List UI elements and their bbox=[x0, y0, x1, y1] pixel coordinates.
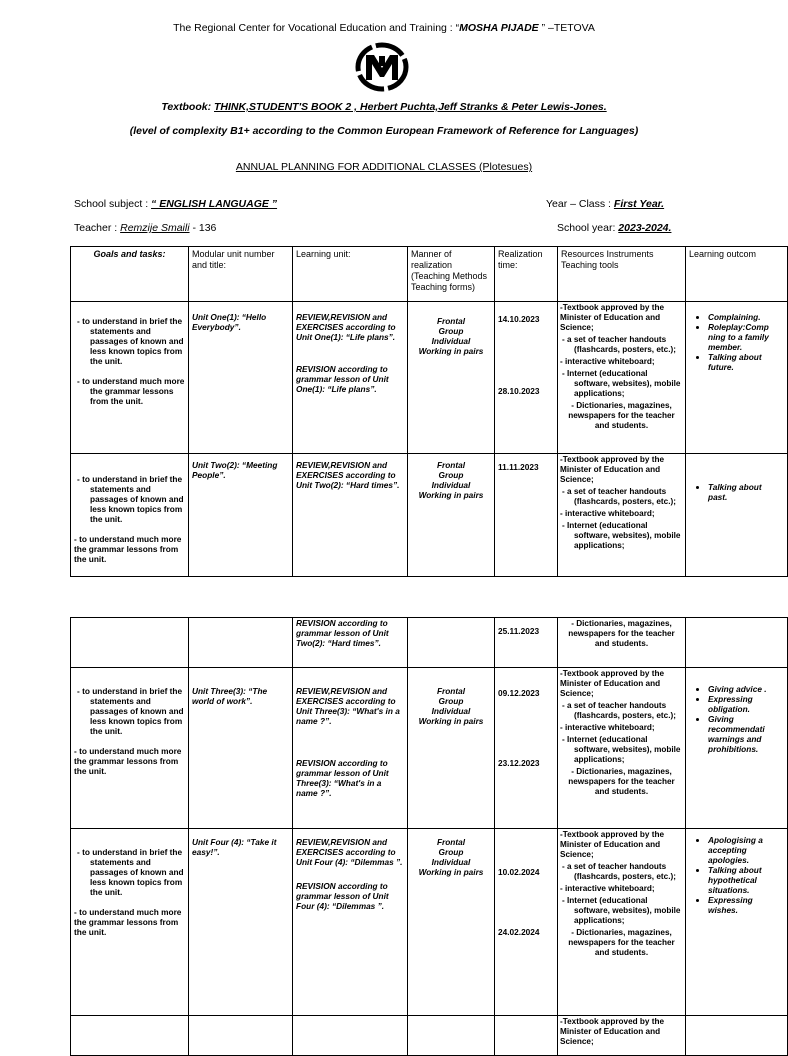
resource-item: - Internet (educational software, websites), mobile applications; bbox=[562, 369, 681, 398]
textbook-line bbox=[0, 101, 768, 113]
modular-cell: Unit One(1): “Hello Everybody”. bbox=[189, 302, 293, 454]
header-modular: Modular unit number and title: bbox=[189, 247, 293, 302]
manner-cell bbox=[408, 618, 495, 668]
manner-item: Individual bbox=[431, 857, 471, 867]
outcomes-cell bbox=[686, 829, 788, 1016]
modular-cell: Unit Four (4): “Take it easy!”. bbox=[189, 829, 293, 1016]
learning-unit-entry: REVIEW,REVISION and EXERCISES according to Unit Three(3): “What's in a name ?”. bbox=[296, 686, 400, 726]
institution-line bbox=[0, 22, 768, 34]
resource-item: - Internet (educational software, websites), mobile applications; bbox=[562, 735, 681, 764]
textbook-label: Textbook: bbox=[161, 101, 215, 113]
header-resources: Resources Instruments Teaching tools bbox=[558, 247, 686, 302]
year-class bbox=[546, 198, 664, 210]
institution-prefix: The Regional Center for Vocational Education and Training : “ bbox=[173, 22, 460, 34]
goal-item: - to understand much more the grammar lessons from the unit. bbox=[74, 907, 182, 937]
manner-item: Frontal bbox=[436, 460, 466, 470]
realization-date: 23.12.2023 bbox=[498, 758, 540, 768]
goals-cell bbox=[71, 302, 189, 454]
manner-item: Frontal bbox=[436, 837, 466, 847]
textbook-value: THINK,STUDENT'S BOOK 2 , Herbert Puchta,Jeff Stranks & Peter Lewis-Jones. bbox=[214, 101, 607, 113]
table-row bbox=[71, 302, 788, 454]
goal-item: - to understand much more the grammar lessons from the unit. bbox=[77, 376, 185, 406]
manner-item: Individual bbox=[431, 336, 471, 346]
goal-item: - to understand in brief the statements and passages of known and less known topics from the unit. bbox=[77, 847, 184, 897]
teacher-label: Teacher : bbox=[74, 222, 121, 234]
outcome-item: • Giving advice . bbox=[708, 684, 778, 694]
table-row bbox=[71, 668, 788, 829]
school-year bbox=[557, 222, 671, 234]
learning-unit-entry: REVIEW,REVISION and EXERCISES according to Unit One(1): “Life plans”. bbox=[296, 312, 396, 342]
goal-item: - to understand much more the grammar lessons from the unit. bbox=[74, 746, 182, 776]
resource-item: -Textbook approved by the Minister of Education and Science; bbox=[560, 830, 665, 859]
goal-item: - to understand in brief the statements and passages of known and less known topics from the unit. bbox=[77, 316, 184, 366]
learning-unit-cell bbox=[293, 1016, 408, 1056]
outcomes-cell bbox=[686, 302, 788, 454]
manner-item: Individual bbox=[431, 480, 471, 490]
resources-cell: -Textbook approved by the Minister of Education and Science; bbox=[558, 1016, 686, 1056]
subject-label: School subject : bbox=[74, 198, 152, 210]
outcome-item: • Roleplay:Comp ning to a family member. bbox=[708, 322, 778, 352]
modular-cell: Unit Two(2): “Meeting People”. bbox=[189, 454, 293, 577]
resource-item: - Dictionaries, magazines, newspapers for the teacher and students. bbox=[568, 928, 675, 957]
manner-cell bbox=[408, 829, 495, 1016]
resource-item: - interactive whiteboard; bbox=[560, 723, 655, 732]
manner-item: Working in pairs bbox=[418, 346, 484, 356]
realization-date: 14.10.2023 bbox=[498, 314, 540, 324]
header-outcomes: Learning outcom bbox=[686, 247, 788, 302]
header-goals: Goals and tasks: bbox=[71, 247, 189, 302]
modular-cell bbox=[189, 1016, 293, 1056]
outcome-item: • Talking about past. bbox=[708, 482, 778, 502]
goals-cell bbox=[71, 829, 189, 1016]
outcomes-cell bbox=[686, 454, 788, 577]
manner-item: Group bbox=[438, 847, 464, 857]
realization-date: 28.10.2023 bbox=[498, 386, 540, 396]
subject-value: “ ENGLISH LANGUAGE ” bbox=[151, 198, 278, 210]
manner-item: Individual bbox=[431, 706, 471, 716]
resource-item: - a set of teacher handouts (flashcards, posters, etc.); bbox=[562, 701, 676, 720]
outcome-item: • Apologising a accepting apologies. bbox=[708, 835, 778, 865]
time-cell: 11.11.2023 bbox=[495, 454, 558, 577]
header-time: Realization time: bbox=[495, 247, 558, 302]
realization-date: 24.02.2024 bbox=[498, 927, 540, 937]
manner-cell bbox=[408, 454, 495, 577]
resource-item: - a set of teacher handouts (flashcards, posters, etc.); bbox=[562, 335, 676, 354]
table-header-row bbox=[71, 247, 788, 302]
outcome-item: • Expressing obligation. bbox=[708, 694, 778, 714]
goals-cell bbox=[71, 668, 189, 829]
resource-item: - a set of teacher handouts (flashcards, posters, etc.); bbox=[562, 862, 676, 881]
time-cell bbox=[495, 829, 558, 1016]
header-manner: Manner of realization (Teaching Methods Teaching forms) bbox=[408, 247, 495, 302]
resource-item: - interactive whiteboard; bbox=[560, 509, 655, 518]
year-class-value: First Year. bbox=[613, 198, 665, 210]
resource-item: -Textbook approved by the Minister of Education and Science; bbox=[560, 455, 665, 484]
goals-cell bbox=[71, 1016, 189, 1056]
school-logo-icon bbox=[352, 42, 412, 92]
planning-table-part-2 bbox=[70, 617, 788, 1056]
resource-item: - Dictionaries, magazines, newspapers for the teacher and students. bbox=[568, 767, 675, 796]
time-cell bbox=[495, 1016, 558, 1056]
level-line: (level of complexity B1+ according to the Common European Framework of Reference for Languages) bbox=[129, 125, 639, 137]
manner-item: Group bbox=[438, 470, 464, 480]
resource-item: - Internet (educational software, websites), mobile applications; bbox=[562, 896, 681, 925]
manner-item: Frontal bbox=[436, 686, 466, 696]
manner-cell bbox=[408, 302, 495, 454]
outcomes-cell bbox=[686, 618, 788, 668]
time-cell bbox=[495, 668, 558, 829]
realization-date: 10.02.2024 bbox=[498, 867, 540, 877]
manner-cell bbox=[408, 668, 495, 829]
goal-item: - to understand in brief the statements and passages of known and less known topics from the unit. bbox=[77, 474, 184, 524]
manner-item: Frontal bbox=[436, 316, 466, 326]
resource-item: - a set of teacher handouts (flashcards, posters, etc.); bbox=[562, 487, 676, 506]
resource-item: - Internet (educational software, websites), mobile applications; bbox=[562, 521, 681, 550]
manner-item: Working in pairs bbox=[418, 867, 484, 877]
modular-cell: Unit Three(3): “The world of work”. bbox=[189, 668, 293, 829]
outcome-item: • Giving recommendati warnings and prohibitions. bbox=[708, 714, 778, 754]
outcome-item: • Talking about hypothetical situations. bbox=[708, 865, 778, 895]
resources-cell bbox=[558, 829, 686, 1016]
institution-name: MOSHA PIJADE bbox=[459, 22, 539, 34]
goal-item: - to understand much more the grammar lessons from the unit. bbox=[74, 534, 182, 564]
learning-unit-entry: REVISION according to grammar lesson of Unit Three(3): “What's in a name ?”. bbox=[296, 758, 389, 798]
outcome-item: • Expressing wishes. bbox=[708, 895, 778, 915]
learning-unit-cell: REVIEW,REVISION and EXERCISES according to Unit Two(2): “Hard times”. bbox=[293, 454, 408, 577]
table-row bbox=[71, 454, 788, 577]
resources-cell bbox=[558, 302, 686, 454]
resource-item: -Textbook approved by the Minister of Education and Science; bbox=[560, 669, 665, 698]
goals-cell bbox=[71, 454, 189, 577]
resources-cell bbox=[558, 668, 686, 829]
resource-item: - Dictionaries, magazines, newspapers for the teacher and students. bbox=[568, 401, 675, 430]
time-cell: 25.11.2023 bbox=[495, 618, 558, 668]
teacher-extra: - 136 bbox=[189, 222, 217, 234]
manner-item: Working in pairs bbox=[418, 716, 484, 726]
table-row bbox=[71, 618, 788, 668]
teacher bbox=[74, 222, 216, 234]
table-row bbox=[71, 1016, 788, 1056]
learning-unit-entry: REVISION according to grammar lesson of Unit One(1): “Life plans”. bbox=[296, 364, 389, 394]
school-subject bbox=[74, 198, 277, 210]
manner-item: Working in pairs bbox=[418, 490, 484, 500]
goals-cell bbox=[71, 618, 189, 668]
learning-unit-cell bbox=[293, 829, 408, 1016]
outcome-item: • Talking about future. bbox=[708, 352, 778, 372]
plan-title: ANNUAL PLANNING FOR ADDITIONAL CLASSES (Plotesues) bbox=[235, 161, 533, 173]
header-learning-unit: Learning unit: bbox=[293, 247, 408, 302]
learning-unit-entry: REVISION according to grammar lesson of Unit Four (4): “Dilemmas ”. bbox=[296, 881, 389, 911]
outcome-item: • Complaining. bbox=[708, 312, 778, 322]
realization-date: 09.12.2023 bbox=[498, 688, 540, 698]
resource-item: - interactive whiteboard; bbox=[560, 357, 655, 366]
time-cell bbox=[495, 302, 558, 454]
year-class-label: Year – Class : bbox=[546, 198, 614, 210]
manner-item: Group bbox=[438, 326, 464, 336]
goal-item: - to understand in brief the statements and passages of known and less known topics from the unit. bbox=[77, 686, 184, 736]
school-year-value: 2023-2024. bbox=[618, 222, 672, 234]
resources-cell bbox=[558, 454, 686, 577]
learning-unit-cell bbox=[293, 668, 408, 829]
resource-item: -Textbook approved by the Minister of Education and Science; bbox=[560, 303, 665, 332]
learning-unit-cell: REVISION according to grammar lesson of Unit Two(2): “Hard times”. bbox=[293, 618, 408, 668]
learning-unit-entry: REVIEW,REVISION and EXERCISES according to Unit Four (4): “Dilemmas ”. bbox=[296, 837, 403, 867]
modular-cell bbox=[189, 618, 293, 668]
teacher-name: Remzije Smaili bbox=[120, 222, 190, 234]
planning-table-part-1 bbox=[70, 246, 788, 577]
resources-cell: - Dictionaries, magazines, newspapers for the teacher and students. bbox=[558, 618, 686, 668]
table-row bbox=[71, 829, 788, 1016]
outcomes-cell bbox=[686, 668, 788, 829]
resource-item: - interactive whiteboard; bbox=[560, 884, 655, 893]
learning-unit-cell bbox=[293, 302, 408, 454]
school-year-label: School year: bbox=[557, 222, 619, 234]
institution-suffix: ” –TETOVA bbox=[538, 22, 595, 34]
manner-cell bbox=[408, 1016, 495, 1056]
outcomes-cell bbox=[686, 1016, 788, 1056]
manner-item: Group bbox=[438, 696, 464, 706]
